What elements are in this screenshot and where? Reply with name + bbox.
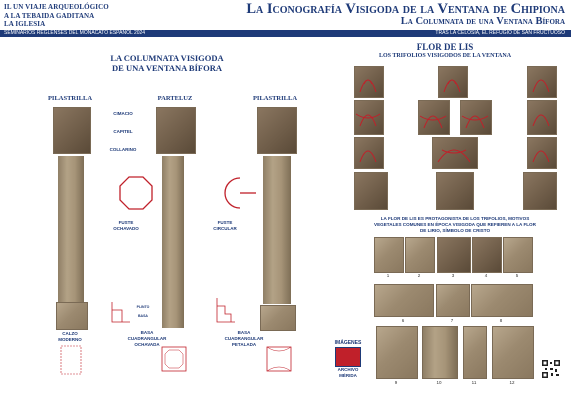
col-label-center: PARTELUZ [157, 95, 193, 102]
example-number-11: 11 [471, 380, 477, 385]
basa-ochavada-profile [108, 300, 134, 326]
left-base-photo [56, 302, 88, 330]
calzo-diagram [60, 345, 82, 375]
example-number-8: 8 [499, 318, 503, 323]
example-photo-6 [374, 284, 434, 317]
example-photo-8 [471, 284, 533, 317]
left-title-line-2: DE UNA VENTANA BÍFORA [112, 63, 222, 73]
left-title-line-1: LA COLUMNATA VISIGODA [110, 53, 224, 63]
example-number-10: 10 [436, 380, 442, 385]
example-number-9: 9 [394, 380, 398, 385]
col-label-left: PILASTRILLA [47, 95, 93, 102]
example-number-1: 1 [386, 273, 390, 278]
fuste-ochavado-label [108, 220, 144, 232]
example-number-6: 6 [401, 318, 405, 323]
header-band [0, 30, 571, 37]
basa-ochavada-plan [160, 345, 188, 373]
example-number-3: 3 [451, 273, 455, 278]
example-photo-11 [463, 326, 487, 379]
left-panel-title [92, 53, 242, 73]
right-panel-subtitle: LOS TRIFOLIOS VISIGODOS DE LA VENTANA [378, 53, 512, 59]
plinto-label: PLINTO [136, 305, 150, 309]
basa-label: BASA [138, 314, 148, 318]
page-subtitle: La Columnata de una Ventana Bífora [400, 16, 565, 27]
archive-logo-icon [335, 347, 361, 367]
label-collarino: COLLARINO [109, 147, 137, 152]
right-shaft-photo [263, 156, 291, 304]
basa-petalada-profile [213, 296, 239, 326]
header-left-line-2: A LA TEBAIDA GADITANA [4, 11, 95, 20]
center-capital-photo [156, 107, 196, 154]
right-capital-photo [257, 107, 297, 154]
images-label: IMÁGENES [334, 340, 362, 346]
calzo-line-1: CALZO [62, 331, 78, 336]
archive-label [328, 367, 368, 379]
archive-line-2: MÉRIDA [339, 373, 357, 378]
label-cimacio: CIMACIO [113, 111, 133, 116]
right-base-photo [260, 305, 296, 331]
header-left-line-1: IL UN VIAJE ARQUEOLÓGICO [4, 3, 109, 11]
basa-petalada-line-2: CUADRANGULAR [224, 336, 264, 341]
left-shaft-photo [58, 156, 84, 302]
page-title: La Iconografía Visigoda de la Ventana de Chipiona [246, 1, 565, 17]
basa-ochavada-line-2: CUADRANGULAR [127, 336, 167, 341]
band-right-text: TRAS LA CELOSÍA, EL REFUGIO DE SAN FRUCTUOSO [435, 30, 565, 36]
basa-ochavada-line-3: OCHAVADA [134, 342, 160, 347]
example-photo-3 [437, 237, 471, 273]
example-number-4: 4 [484, 273, 488, 278]
basa-petalada-line-3: PETALADA [231, 342, 257, 347]
example-number-5: 5 [515, 273, 519, 278]
example-photo-12 [492, 326, 534, 379]
right-panel-title: FLOR DE LIS [416, 42, 474, 52]
example-photo-9 [376, 326, 418, 379]
example-photo-1 [374, 237, 404, 273]
example-photo-2 [405, 237, 435, 273]
left-capital-photo [53, 107, 91, 154]
example-photo-10 [422, 326, 458, 379]
circle-section-diagram [222, 175, 258, 211]
flor-de-lis-caption: LA FLOR DE LIS ES PROTAGONISTA DE LOS TRIFOLIOS, MOTIVOS VEGETALES COMUNES EN ÉPOCA VISIGODA QUE REFIEREN A LA FLOR DE LIRIO, SÍMBOLO DE CRISTO [374, 216, 536, 233]
capital-photo-a [354, 172, 388, 210]
basa-petalada-line-1: BASA [237, 330, 251, 335]
fuste-ochavado-line-1: FUSTE [118, 220, 134, 225]
header-left-text [4, 3, 109, 29]
example-photo-4 [472, 237, 502, 273]
basa-petalada-plan [265, 345, 293, 373]
basa-ochavada-line-1: BASA [140, 330, 154, 335]
band-left-text: SEMINARIOS REGLENSES DEL MONACATO ESPAÑOL 2024 [4, 30, 146, 36]
archive-line-1: ARCHIVO [337, 367, 359, 372]
qr-code-icon[interactable] [542, 360, 560, 378]
header-left-line-3: LA IGLESIA [4, 20, 46, 28]
col-label-right: PILASTRILLA [252, 95, 298, 102]
fuste-ochavado-line-2: OCHAVADO [113, 226, 139, 231]
capital-photo-c [523, 172, 557, 210]
calzo-label [50, 331, 90, 343]
calzo-line-2: MODERNO [58, 337, 82, 342]
fuste-circular-line-1: FUSTE [217, 220, 233, 225]
octagon-section-diagram [118, 175, 154, 211]
fuste-circular-label [207, 220, 243, 232]
fuste-circular-line-2: CIRCULAR [213, 226, 237, 231]
example-number-12: 12 [509, 380, 515, 385]
example-number-2: 2 [417, 273, 421, 278]
trefoil-outlines-overlay [350, 64, 560, 170]
example-photo-7 [436, 284, 470, 317]
example-number-7: 7 [450, 318, 454, 323]
example-photo-5 [503, 237, 533, 273]
label-capitel: CAPITEL [113, 129, 133, 134]
center-shaft-photo [162, 156, 184, 328]
capital-photo-b [436, 172, 474, 210]
